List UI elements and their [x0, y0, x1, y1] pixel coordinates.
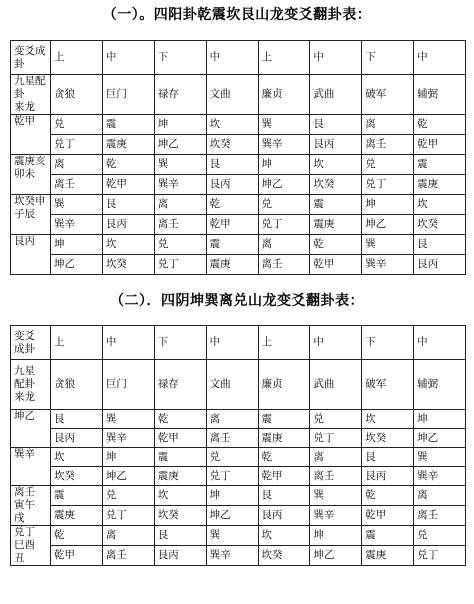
- gua-cell: 震: [206, 235, 258, 255]
- table-row: [11, 115, 466, 135]
- gua-cell: 离壬: [154, 215, 206, 235]
- gua-cell: 艮: [154, 526, 206, 546]
- gua-cell: 巽辛: [206, 546, 258, 566]
- gua-cell: 坎癸: [414, 215, 466, 235]
- gua-cell: 离: [310, 448, 362, 467]
- gua-cell: 坎癸: [206, 135, 258, 155]
- position-header: 中: [102, 41, 154, 75]
- position-header: 中: [206, 41, 258, 75]
- gua-cell: 艮丙: [414, 255, 466, 275]
- gua-cell: 坎: [154, 486, 206, 506]
- gua-cell: 艮: [258, 486, 310, 506]
- group-label: 震庚亥 卯未: [11, 155, 51, 195]
- gua-cell: 震庚: [414, 175, 466, 195]
- gua-cell: 坎癸: [102, 255, 154, 275]
- gua-cell: 震: [258, 410, 310, 429]
- gua-cell: 艮丙: [102, 215, 154, 235]
- gua-cell: 离壬: [258, 255, 310, 275]
- position-header: 中: [310, 41, 362, 75]
- gua-cell: 坎癸: [362, 429, 414, 448]
- gua-cell: 震庚: [206, 255, 258, 275]
- star-cell: 禄存: [154, 75, 206, 115]
- table2-caption: （二）．四阴坤巽离兑山龙变爻翻卦表：: [110, 293, 364, 309]
- star-row-label: 九星 配卦 来龙: [11, 360, 51, 410]
- gua-cell: 兑: [258, 195, 310, 215]
- gua-cell: 乾甲: [414, 135, 466, 155]
- gua-cell: 坤乙: [414, 429, 466, 448]
- gua-cell: 乾: [414, 115, 466, 135]
- gua-cell: 巽辛: [154, 175, 206, 195]
- gua-cell: 乾甲: [102, 175, 154, 195]
- gua-cell: 离: [51, 155, 103, 175]
- gua-cell: 震: [414, 155, 466, 175]
- gua-cell: 巽辛: [362, 255, 414, 275]
- table-row: [11, 467, 466, 486]
- position-header: 下: [154, 326, 206, 360]
- gua-cell: 兑丁: [154, 255, 206, 275]
- table-row: [11, 155, 466, 175]
- gua-cell: 巽: [154, 155, 206, 175]
- gua-cell: 艮丙: [362, 467, 414, 486]
- gua-cell: 坎: [206, 115, 258, 135]
- gua-cell: 艮: [102, 195, 154, 215]
- gua-cell: 兑: [154, 235, 206, 255]
- gua-cell: 巽辛: [51, 215, 103, 235]
- gua-cell: 坎: [414, 195, 466, 215]
- gua-cell: 坤: [154, 115, 206, 135]
- star-cell: 贪狼: [51, 75, 103, 115]
- gua-cell: 离壬: [362, 135, 414, 155]
- gua-cell: 乾甲: [51, 546, 103, 566]
- gua-cell: 巽: [362, 235, 414, 255]
- gua-cell: 坤: [362, 195, 414, 215]
- table-row: [11, 448, 466, 467]
- gua-cell: 坤: [206, 486, 258, 506]
- gua-cell: 坤: [258, 155, 310, 175]
- gua-cell: 艮丙: [51, 429, 103, 448]
- header-row: [11, 41, 466, 75]
- gua-cell: 艮丙: [206, 175, 258, 195]
- gua-cell: 坎癸: [258, 546, 310, 566]
- gua-cell: 坎癸: [310, 175, 362, 195]
- gua-cell: 坤: [102, 448, 154, 467]
- position-header: 中: [414, 41, 466, 75]
- gua-cell: 震庚: [362, 546, 414, 566]
- star-cell: 武曲: [310, 75, 362, 115]
- yin-gua-table: [10, 325, 466, 566]
- star-cell: 破军: [362, 75, 414, 115]
- group-label: 兑丁 巳酉 丑: [11, 526, 51, 566]
- table-row: [11, 506, 466, 526]
- gua-cell: 巽: [258, 115, 310, 135]
- table1-caption: （一）。四阳卦乾震坎艮山龙变爻翻卦表：: [102, 7, 372, 23]
- gua-cell: 乾: [310, 235, 362, 255]
- gua-cell: 兑: [102, 486, 154, 506]
- gua-cell: 兑丁: [362, 175, 414, 195]
- table-row: [11, 215, 466, 235]
- group-label: 乾甲: [11, 115, 51, 155]
- gua-cell: 巽辛: [414, 467, 466, 486]
- gua-cell: 乾: [206, 195, 258, 215]
- gua-cell: 坎癸: [154, 506, 206, 526]
- gua-cell: 震庚: [154, 467, 206, 486]
- gua-cell: 坤乙: [154, 135, 206, 155]
- gua-cell: 兑丁: [102, 506, 154, 526]
- gua-cell: 艮: [51, 410, 103, 429]
- position-header: 下: [362, 41, 414, 75]
- gua-cell: 乾: [51, 526, 103, 546]
- gua-cell: 离: [414, 486, 466, 506]
- gua-cell: 坎: [310, 155, 362, 175]
- gua-cell: 乾: [258, 448, 310, 467]
- gua-cell: 离: [102, 526, 154, 546]
- star-row: [11, 360, 466, 410]
- table-row: [11, 235, 466, 255]
- gua-cell: 乾: [154, 410, 206, 429]
- gua-cell: 兑丁: [414, 546, 466, 566]
- gua-cell: 兑丁: [310, 429, 362, 448]
- corner-header: 变爻成卦: [11, 41, 51, 75]
- gua-cell: 兑: [414, 526, 466, 546]
- gua-cell: 兑: [206, 448, 258, 467]
- gua-cell: 离: [154, 195, 206, 215]
- gua-cell: 离: [362, 115, 414, 135]
- gua-cell: 巽: [51, 195, 103, 215]
- group-label: 艮丙: [11, 235, 51, 275]
- gua-cell: 艮丙: [154, 546, 206, 566]
- star-cell: 禄存: [154, 360, 206, 410]
- gua-cell: 坎癸: [51, 467, 103, 486]
- gua-cell: 震庚: [258, 429, 310, 448]
- gua-cell: 巽辛: [310, 506, 362, 526]
- gua-cell: 坎: [102, 235, 154, 255]
- gua-cell: 乾: [102, 155, 154, 175]
- gua-cell: 离壬: [51, 175, 103, 195]
- gua-cell: 离壬: [414, 506, 466, 526]
- gua-cell: 兑: [51, 115, 103, 135]
- star-cell: 贪狼: [51, 360, 103, 410]
- gua-cell: 乾: [362, 486, 414, 506]
- table-row: [11, 546, 466, 566]
- group-label: 坎癸申 子辰: [11, 195, 51, 235]
- gua-cell: 艮: [414, 235, 466, 255]
- gua-cell: 巽: [102, 410, 154, 429]
- star-cell: 破军: [362, 360, 414, 410]
- gua-cell: 离壬: [206, 429, 258, 448]
- gua-cell: 坎: [362, 410, 414, 429]
- gua-cell: 震庚: [51, 506, 103, 526]
- header-row: [11, 326, 466, 360]
- position-header: 上: [51, 326, 103, 360]
- gua-cell: 离: [258, 235, 310, 255]
- gua-cell: 乾甲: [310, 255, 362, 275]
- position-header: 上: [51, 41, 103, 75]
- position-header: 上: [258, 326, 310, 360]
- yang-gua-table: [10, 40, 466, 275]
- position-header: 下: [154, 41, 206, 75]
- gua-cell: 坎: [51, 448, 103, 467]
- group-label: 巽辛: [11, 448, 51, 486]
- gua-cell: 坤乙: [362, 215, 414, 235]
- gua-cell: 乾甲: [362, 506, 414, 526]
- star-cell: 文曲: [206, 75, 258, 115]
- star-cell: 巨门: [102, 75, 154, 115]
- position-header: 下: [362, 326, 414, 360]
- table-row: [11, 195, 466, 215]
- gua-cell: 坤: [414, 410, 466, 429]
- gua-cell: 艮: [206, 155, 258, 175]
- position-header: 上: [258, 41, 310, 75]
- table-row: [11, 175, 466, 195]
- gua-cell: 震: [154, 448, 206, 467]
- table-row: [11, 429, 466, 448]
- position-header: 中: [414, 326, 466, 360]
- gua-cell: 巽辛: [258, 135, 310, 155]
- gua-cell: 兑丁: [258, 215, 310, 235]
- gua-cell: 震庚: [102, 135, 154, 155]
- gua-cell: 艮丙: [310, 135, 362, 155]
- gua-cell: 乾甲: [258, 467, 310, 486]
- gua-cell: 坤乙: [310, 546, 362, 566]
- gua-cell: 兑: [362, 155, 414, 175]
- gua-cell: 坤: [51, 235, 103, 255]
- star-cell: 辅弼: [414, 75, 466, 115]
- gua-cell: 巽辛: [102, 429, 154, 448]
- gua-cell: 震: [362, 526, 414, 546]
- gua-cell: 巽: [310, 486, 362, 506]
- position-header: 中: [102, 326, 154, 360]
- gua-cell: 震: [310, 195, 362, 215]
- gua-cell: 乾甲: [206, 215, 258, 235]
- star-cell: 巨门: [102, 360, 154, 410]
- table-row: [11, 486, 466, 506]
- gua-cell: 震: [102, 115, 154, 135]
- gua-cell: 坤乙: [206, 506, 258, 526]
- star-cell: 文曲: [206, 360, 258, 410]
- table-row: [11, 255, 466, 275]
- gua-cell: 乾甲: [154, 429, 206, 448]
- gua-cell: 离壬: [310, 467, 362, 486]
- position-header: 中: [206, 326, 258, 360]
- gua-cell: 坤乙: [102, 467, 154, 486]
- star-cell: 廉贞: [258, 75, 310, 115]
- star-cell: 辅弼: [414, 360, 466, 410]
- gua-cell: 巽: [206, 526, 258, 546]
- gua-cell: 离: [206, 410, 258, 429]
- position-header: 中: [310, 326, 362, 360]
- gua-cell: 兑丁: [51, 135, 103, 155]
- star-cell: 廉贞: [258, 360, 310, 410]
- group-label: 坤乙: [11, 410, 51, 448]
- gua-cell: 震: [51, 486, 103, 506]
- corner-header: 变爻 成卦: [11, 326, 51, 360]
- gua-cell: 兑丁: [206, 467, 258, 486]
- gua-cell: 艮: [310, 115, 362, 135]
- gua-cell: 艮丙: [258, 506, 310, 526]
- star-row: [11, 75, 466, 115]
- table-row: [11, 410, 466, 429]
- gua-cell: 艮: [362, 448, 414, 467]
- star-cell: 武曲: [310, 360, 362, 410]
- star-row-label: 九星配卦 来龙: [11, 75, 51, 115]
- gua-cell: 坤乙: [51, 255, 103, 275]
- table-row: [11, 526, 466, 546]
- gua-cell: 坎: [258, 526, 310, 546]
- gua-cell: 离壬: [102, 546, 154, 566]
- group-label: 离壬 寅午 戌: [11, 486, 51, 526]
- gua-cell: 坤乙: [258, 175, 310, 195]
- gua-cell: 兑: [310, 410, 362, 429]
- gua-cell: 震庚: [310, 215, 362, 235]
- gua-cell: 巽: [414, 448, 466, 467]
- table-row: [11, 135, 466, 155]
- gua-cell: 坤: [310, 526, 362, 546]
